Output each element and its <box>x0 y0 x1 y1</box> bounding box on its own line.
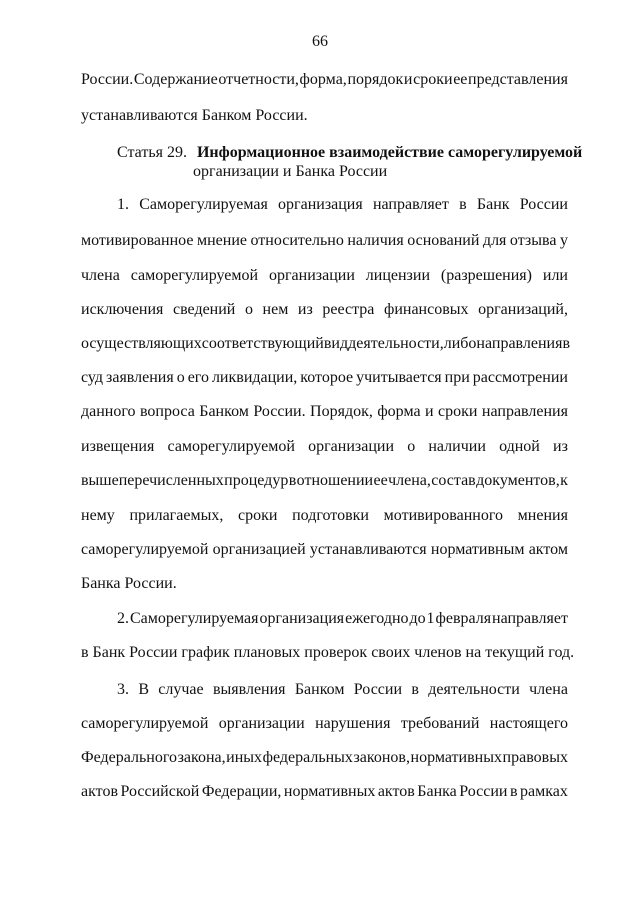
p1-line-3 <box>81 266 568 286</box>
word: форма, <box>299 71 347 88</box>
word: относительно <box>250 232 344 249</box>
word: и <box>425 403 434 420</box>
word: члена <box>529 681 568 698</box>
word: в <box>288 472 297 489</box>
word: суд <box>81 369 104 386</box>
word: февраля <box>435 610 492 627</box>
word: нему <box>81 507 115 524</box>
word: 1. <box>117 196 129 213</box>
word: ежегодно <box>345 610 409 627</box>
word: процедур <box>224 472 289 489</box>
word: организации <box>218 715 305 732</box>
word: саморегулируемой <box>167 438 295 455</box>
word: представления <box>468 71 568 88</box>
word: России <box>519 196 568 213</box>
p1-line-2 <box>81 231 568 251</box>
word: члена, <box>388 472 431 489</box>
p1-line-7 <box>81 402 568 422</box>
word: сведений <box>172 301 236 318</box>
word: лицензии <box>365 267 430 284</box>
word: нарушения <box>315 715 391 732</box>
word: наличия <box>347 232 404 249</box>
word: отзыва <box>509 232 557 249</box>
word: настоящего <box>489 715 568 732</box>
intro-line-2: устанавливаются Банком России. <box>81 107 308 124</box>
word: организаций, <box>478 301 568 318</box>
word: мотивированного <box>383 507 503 524</box>
p3-line-1 <box>117 680 568 700</box>
word: в <box>459 196 467 213</box>
word: либо <box>443 335 477 352</box>
intro-line-1 <box>81 70 568 90</box>
word: его <box>187 369 209 386</box>
word: деятельности <box>428 681 520 698</box>
word: сроки <box>238 507 278 524</box>
word: к <box>560 472 568 489</box>
word: подготовки <box>292 507 369 524</box>
word: деятельности, <box>348 335 444 352</box>
word: России <box>353 681 403 698</box>
word: саморегулируемой <box>130 267 259 284</box>
word: финансовых <box>383 301 469 318</box>
word: мнения <box>517 507 568 524</box>
word: Федерального <box>81 749 178 766</box>
word: в <box>509 783 518 800</box>
word: нормативным <box>430 541 525 558</box>
word: актов <box>377 783 415 800</box>
word: вышеперечисленных <box>81 472 224 489</box>
word: организация <box>278 196 363 213</box>
word: о <box>244 301 253 318</box>
word: вид <box>323 335 349 352</box>
word: у <box>559 232 568 249</box>
word: наличии <box>428 438 486 455</box>
word: актов <box>81 783 118 800</box>
article-title-line-1: Информационное взаимодействие саморегулируемой <box>196 144 583 161</box>
word: прилагаемых, <box>129 507 224 524</box>
p3-line-2 <box>81 714 568 734</box>
word: закона, <box>177 749 226 766</box>
word: из <box>553 438 568 455</box>
word: которое <box>300 369 354 386</box>
word: отношении <box>296 472 374 489</box>
word: до <box>409 610 426 627</box>
p2-line-2: в Банк России график плановых проверок своих членов на текущий год. <box>81 644 575 661</box>
word: Российской <box>120 783 200 800</box>
p3-line-4 <box>81 782 568 802</box>
word: организации <box>308 438 395 455</box>
p1-line-9 <box>81 471 568 491</box>
word: Порядок, <box>310 403 373 420</box>
word: Банком <box>199 403 249 420</box>
word: мотивированное <box>81 232 194 249</box>
word: направляет <box>492 610 568 627</box>
word: Банка <box>417 783 457 800</box>
p1-line-8 <box>81 437 568 457</box>
word: вопроса <box>139 403 195 420</box>
word: оснований <box>407 232 480 249</box>
p1-line-1 <box>117 195 568 215</box>
article-label: Статья 29. <box>117 144 187 161</box>
word: Банк <box>476 196 510 213</box>
p2-line-1 <box>117 609 568 629</box>
word: 1 <box>426 610 435 627</box>
word: сроки <box>413 71 453 88</box>
word: правовых <box>502 749 568 766</box>
p1-line-10 <box>81 506 568 526</box>
word: 3. <box>117 681 129 698</box>
word: рамках <box>520 783 568 800</box>
page-number: 66 <box>312 33 328 50</box>
word: извещения <box>81 438 155 455</box>
word: мнение <box>196 232 247 249</box>
word: из <box>297 301 313 318</box>
word: (разрешения) <box>440 267 532 284</box>
word: Саморегулируемая <box>129 610 259 627</box>
word: Саморегулируемая <box>139 196 268 213</box>
p1-line-6 <box>81 368 568 388</box>
word: Банком <box>294 681 345 698</box>
article-title-line-2: организации и Банка России <box>193 163 388 180</box>
word: заявления <box>106 369 174 386</box>
word: или <box>542 267 568 284</box>
word: России. <box>253 403 306 420</box>
word: при <box>444 369 470 386</box>
word: федеральных <box>262 749 353 766</box>
word: направляет <box>372 196 449 213</box>
word: законов, <box>353 749 410 766</box>
word: осуществляющих <box>81 335 202 352</box>
word: 2. <box>117 610 129 627</box>
word: организацией <box>212 541 306 558</box>
word: состав <box>431 472 476 489</box>
word: саморегулируемой <box>81 541 209 558</box>
word: нормативных <box>283 783 376 800</box>
p1-line-12: Банка России. <box>81 575 177 592</box>
word: направления <box>481 403 568 420</box>
word: данного <box>81 403 136 420</box>
word: учитывается <box>356 369 442 386</box>
word: выявления <box>212 681 286 698</box>
word: в <box>411 681 419 698</box>
word: России. <box>81 71 134 88</box>
p3-line-3 <box>81 748 568 768</box>
word: Содержание <box>133 71 218 88</box>
word: случае <box>158 681 204 698</box>
word: исключения <box>81 301 164 318</box>
word: о <box>407 438 416 455</box>
word: иных <box>226 749 263 766</box>
word: члена <box>81 267 120 284</box>
p1-line-5 <box>81 334 571 354</box>
word: актом <box>528 541 568 558</box>
word: сроки <box>438 403 478 420</box>
word: ликвидации, <box>211 369 298 386</box>
word: для <box>482 232 507 249</box>
word: форма <box>377 403 421 420</box>
p1-line-11 <box>81 540 568 560</box>
word: саморегулируемой <box>81 715 209 732</box>
word: отчетности, <box>218 71 299 88</box>
word: и <box>403 71 413 88</box>
word: о <box>176 369 185 386</box>
p1-line-4 <box>81 300 568 320</box>
word: Федерации, <box>201 783 282 800</box>
word: ее <box>453 71 468 88</box>
word: устанавливаются <box>309 541 427 558</box>
word: соответствующий <box>201 335 324 352</box>
word: в <box>562 335 571 352</box>
word: России <box>459 783 508 800</box>
word: нормативных <box>410 749 502 766</box>
article-heading <box>117 143 582 163</box>
word: порядок <box>347 71 404 88</box>
word: документов, <box>476 472 560 489</box>
word: организация <box>259 610 345 627</box>
word: требований <box>400 715 480 732</box>
word: организации <box>268 267 355 284</box>
word: реестра <box>322 301 375 318</box>
word: ее <box>373 472 388 489</box>
word: рассмотрении <box>472 369 568 386</box>
word: направления <box>476 335 563 352</box>
word: нем <box>262 301 289 318</box>
word: одной <box>499 438 540 455</box>
word: В <box>138 681 149 698</box>
